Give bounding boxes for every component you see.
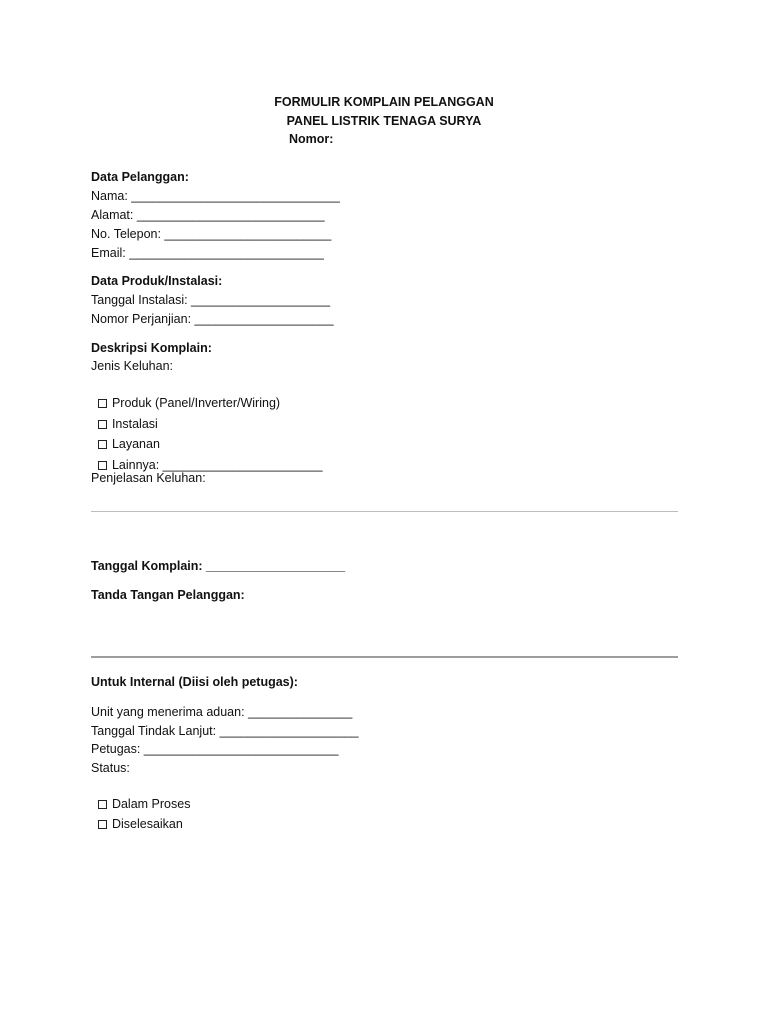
complaint-section-heading: Deskripsi Komplain: <box>91 341 212 355</box>
complaint-date-field[interactable]: Tanggal Komplain: ____________________ <box>91 559 346 573</box>
customer-section-heading: Data Pelanggan: <box>91 170 189 184</box>
complaint-option-label: Lainnya: _______________________ <box>111 458 323 472</box>
complaint-option-other[interactable] <box>91 441 323 473</box>
complaint-option-label: Instalasi <box>111 417 158 431</box>
form-title: FORMULIR KOMPLAIN PELANGGAN <box>274 95 494 109</box>
signature-line[interactable] <box>91 656 678 658</box>
complaint-type-label: Jenis Keluhan: <box>91 359 174 373</box>
explanation-line[interactable] <box>91 511 678 512</box>
follow-up-date-field[interactable]: Tanggal Tindak Lanjut: ____________________ <box>91 724 359 738</box>
receiving-unit-field[interactable]: Unit yang menerima aduan: _______________ <box>91 705 353 719</box>
status-option-label: Diselesaikan <box>111 817 183 831</box>
product-section-heading: Data Produk/Instalasi: <box>91 274 223 288</box>
status-label: Status: <box>91 761 130 775</box>
complaint-option-label: Layanan <box>111 437 160 451</box>
form-number-label: Nomor: <box>289 132 334 146</box>
internal-section-heading: Untuk Internal (Diisi oleh petugas): <box>91 675 298 689</box>
customer-phone-field[interactable]: No. Telepon: ________________________ <box>91 227 332 241</box>
complaint-option-label: Produk (Panel/Inverter/Wiring) <box>111 396 281 410</box>
customer-address-field[interactable]: Alamat: ___________________________ <box>91 208 325 222</box>
customer-email-field[interactable]: Email: ____________________________ <box>91 246 324 260</box>
officer-field[interactable]: Petugas: ____________________________ <box>91 742 339 756</box>
status-option-resolved[interactable] <box>91 800 183 832</box>
checkbox-icon[interactable] <box>98 820 107 829</box>
checkbox-icon[interactable] <box>98 461 107 470</box>
agreement-number-field[interactable]: Nomor Perjanjian: ____________________ <box>91 312 334 326</box>
install-date-field[interactable]: Tanggal Instalasi: ____________________ <box>91 293 331 307</box>
complaint-explanation-label: Penjelasan Keluhan: <box>91 471 206 485</box>
form-subtitle: PANEL LISTRIK TENAGA SURYA <box>286 114 482 128</box>
signature-label: Tanda Tangan Pelanggan: <box>91 588 245 602</box>
status-option-label: Dalam Proses <box>111 797 191 811</box>
customer-name-field[interactable]: Nama: ______________________________ <box>91 189 340 203</box>
